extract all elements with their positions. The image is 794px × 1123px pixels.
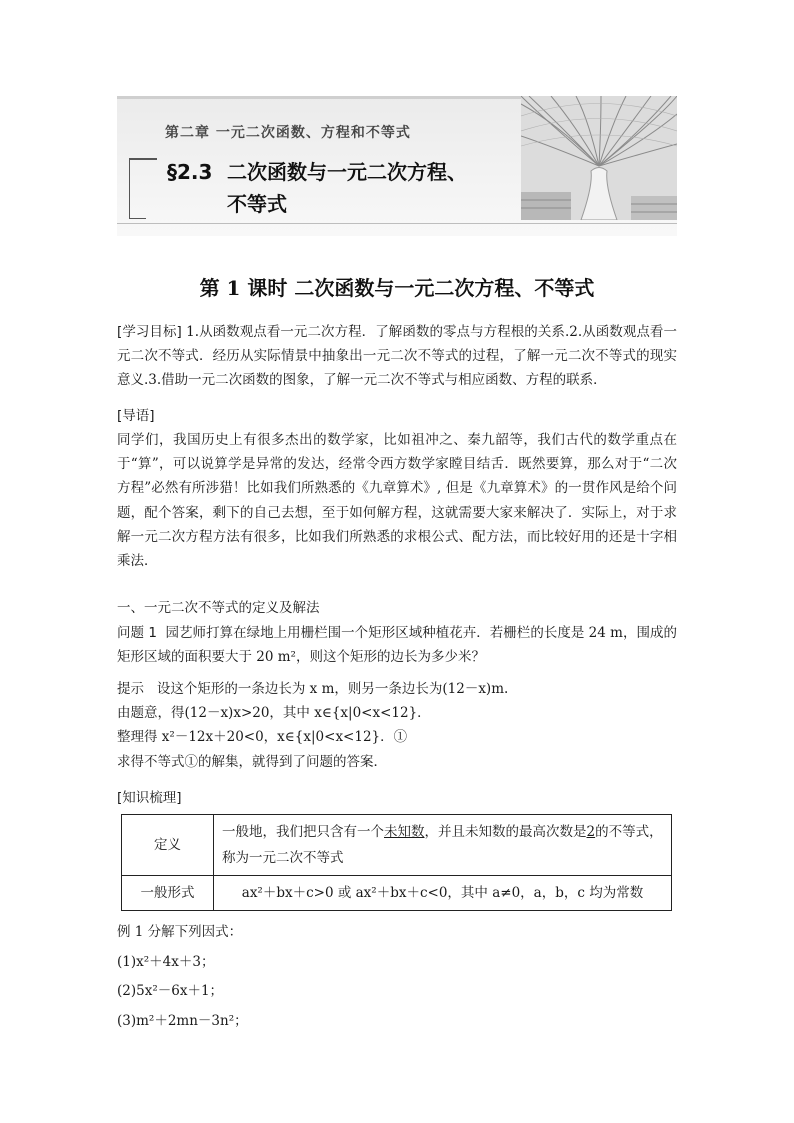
row1-header: 定义: [122, 815, 214, 876]
section-number: §2.3: [167, 160, 213, 184]
hint-line1: 设这个矩形的一条边长为 x m，则另一条边长为(12－x)m.: [156, 681, 509, 697]
intro-label-text: [导语]: [117, 408, 155, 424]
hint-label: 提示: [117, 681, 144, 697]
goals-text: 1.从函数观点看一元二次方程．了解函数的零点与方程根的关系.2.从函数观点看一元二次不等式．经历从实际情景中抽象出一元二次不等式的过程，了解一元二次不等式的现实意义.3.借助一元二次函数的图象，了解一元二次不等式与相应函数、方程的联系．: [117, 324, 677, 389]
knowledge-label: [117, 786, 677, 810]
table-row: [122, 876, 672, 911]
hint-line3: 整理得 x²－12x＋20<0，x∈{x|0<x<12}．①: [117, 729, 408, 746]
row2-content: ax²＋bx＋c>0 或 ax²＋bx＋c<0，其中 a≠0，a，b，c 均为常数: [214, 876, 672, 911]
section1-heading: [117, 596, 677, 620]
intro-paragraph: [117, 428, 677, 573]
definition-table: [121, 814, 672, 911]
row2-header: 一般形式: [122, 876, 214, 911]
table-row: [122, 815, 672, 876]
title-bracket-top: [129, 158, 157, 160]
chapter-banner: [117, 96, 677, 236]
example1-item3: (3)m²＋2mn－3n²；: [117, 1012, 248, 1029]
question1-label: 问题 1: [117, 625, 157, 641]
section-title-line1: 二次函数与一元二次方程、: [227, 160, 467, 184]
question1-text: 园艺师打算在绿地上用栅栏围一个矩形区域种植花卉．若栅栏的长度是 24 m，围成的矩形区域的面积要大于 20 m²，则这个矩形的边长为多少米？: [117, 625, 677, 666]
intro-label: [117, 404, 677, 428]
goals-label: [学习目标]: [117, 324, 182, 340]
intro-text: 同学们，我国历史上有很多杰出的数学家，比如祖冲之、秦九韶等，我们古代的数学重点在于“算”，可以说算学是异常的发达，经常令西方数学家瞠目结舌．既然要算，那么对于“二次方程”必然有所涉猎！比如我们所熟悉的《九章算术》, 但是《九章算术》的一贯作风是给个问题，配个答案，剩下的自己去想，至于如何解方程，这就需要大家来解决了．实际上，对于求解一元二次方程方法有很多，比如我们所熟悉的求根公式、配方法，而比较好用的还是十字相乘法．: [117, 432, 677, 570]
hint-block: [117, 677, 677, 774]
hint-line4: 求得不等式①的解集，就得到了问题的答案．: [117, 753, 387, 770]
section-title: [167, 156, 467, 220]
knowledge-label-text: [知识梳理]: [117, 790, 182, 806]
question1: [117, 621, 677, 669]
lesson-title: 第 1 课时 二次函数与一元二次方程、不等式: [199, 276, 595, 300]
example1-title: 例 1 分解下列因式：: [117, 924, 243, 940]
row1-text-b: ，并且未知数的最高次数是: [424, 824, 587, 840]
learning-goals: [117, 320, 677, 393]
example1: [117, 920, 677, 1033]
architecture-photo: [521, 96, 677, 220]
example1-item2: (2)5x²－6x＋1；: [117, 983, 224, 1000]
row1-text-a: 一般地，我们把只含有一个: [222, 824, 384, 840]
banner-bottom-rule: [117, 223, 677, 224]
section-title-line2: 不等式: [227, 192, 287, 216]
chapter-title: 第二章 一元二次函数、方程和不等式: [165, 125, 411, 141]
hint-line2: 由题意，得(12－x)x>20，其中 x∈{x|0<x<12}．: [117, 705, 431, 722]
section1-heading-text: 一、一元二次不等式的定义及解法: [117, 600, 320, 616]
example1-item1: (1)x²＋4x＋3；: [117, 954, 215, 971]
row1-blank-unknown: 未知数: [384, 824, 425, 840]
title-bracket: [129, 158, 146, 219]
row1-blank-degree: 2: [586, 824, 596, 840]
row1-content: [214, 815, 672, 876]
row1-text-c: 的不等式，称为一元二次不等式: [222, 824, 663, 866]
